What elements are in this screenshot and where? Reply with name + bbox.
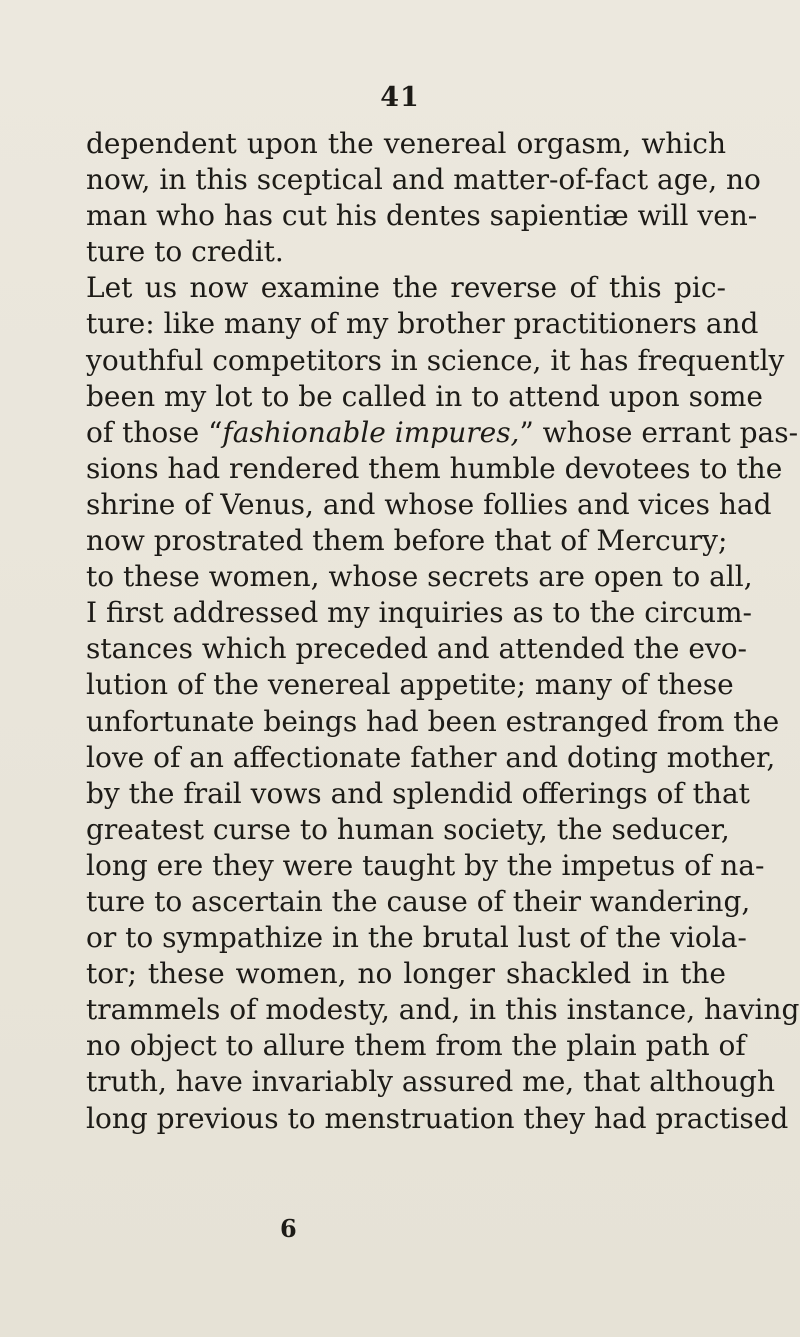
text-line: dependent upon the venereal orgasm, which — [86, 127, 726, 160]
text-line: long previous to menstruation they had practised — [86, 1101, 789, 1135]
text-line: now, in this sceptical and matter-of-fact age, no — [86, 163, 761, 197]
text-line: ture: like many of my brother practitioners and — [86, 307, 759, 341]
text-line: to these women, whose secrets are open to all, — [86, 560, 753, 594]
text-line: been my lot to be called in to attend upon some — [86, 379, 763, 413]
text-line: love of an affectionate father and doting mother, — [86, 740, 776, 774]
text-line: tor; these women, no longer shackled in the — [86, 957, 726, 991]
text-segment: of those “ — [86, 415, 223, 449]
text-line: or to sympathize in the brutal lust of the viola- — [86, 921, 747, 955]
text-line: I first addressed my inquiries as to the circum- — [86, 596, 752, 630]
signature-mark: 6 — [280, 1214, 297, 1243]
text-line: greatest curse to human society, the seducer, — [86, 812, 730, 846]
text-segment: ” whose errant pas- — [519, 415, 799, 449]
text-line: youthful competitors in science, it has frequently — [86, 343, 785, 377]
text-line: man who has cut his dentes sapientiæ will ven- — [86, 199, 758, 233]
text-line — [86, 415, 799, 451]
text-line: by the frail vows and splendid offerings of that — [86, 776, 750, 810]
text-line: ture to credit. — [86, 235, 284, 269]
page-number: 41 — [380, 82, 420, 113]
italic-phrase: fashionable impures, — [222, 415, 520, 449]
text-line: long ere they were taught by the impetus of na- — [86, 848, 765, 882]
text-line: stances which preceded and attended the evo- — [86, 632, 748, 666]
text-line: no object to allure them from the plain path of — [86, 1029, 746, 1063]
body-text — [86, 126, 800, 1137]
text-line: truth, have invariably assured me, that although — [86, 1065, 775, 1099]
text-line: lution of the venereal appetite; many of these — [86, 668, 734, 702]
text-line: trammels of modesty, and, in this instance, having — [86, 993, 800, 1027]
text-line: now prostrated them before that of Mercury; — [86, 524, 728, 558]
text-line: unfortunate beings had been estranged from the — [86, 704, 780, 738]
text-line: Let us now examine the reverse of this pic- — [86, 271, 726, 305]
text-line: ture to ascertain the cause of their wandering, — [86, 884, 751, 918]
text-line: shrine of Venus, and whose follies and vices had — [86, 487, 772, 521]
text-line: sions had rendered them humble devotees to the — [86, 451, 783, 485]
